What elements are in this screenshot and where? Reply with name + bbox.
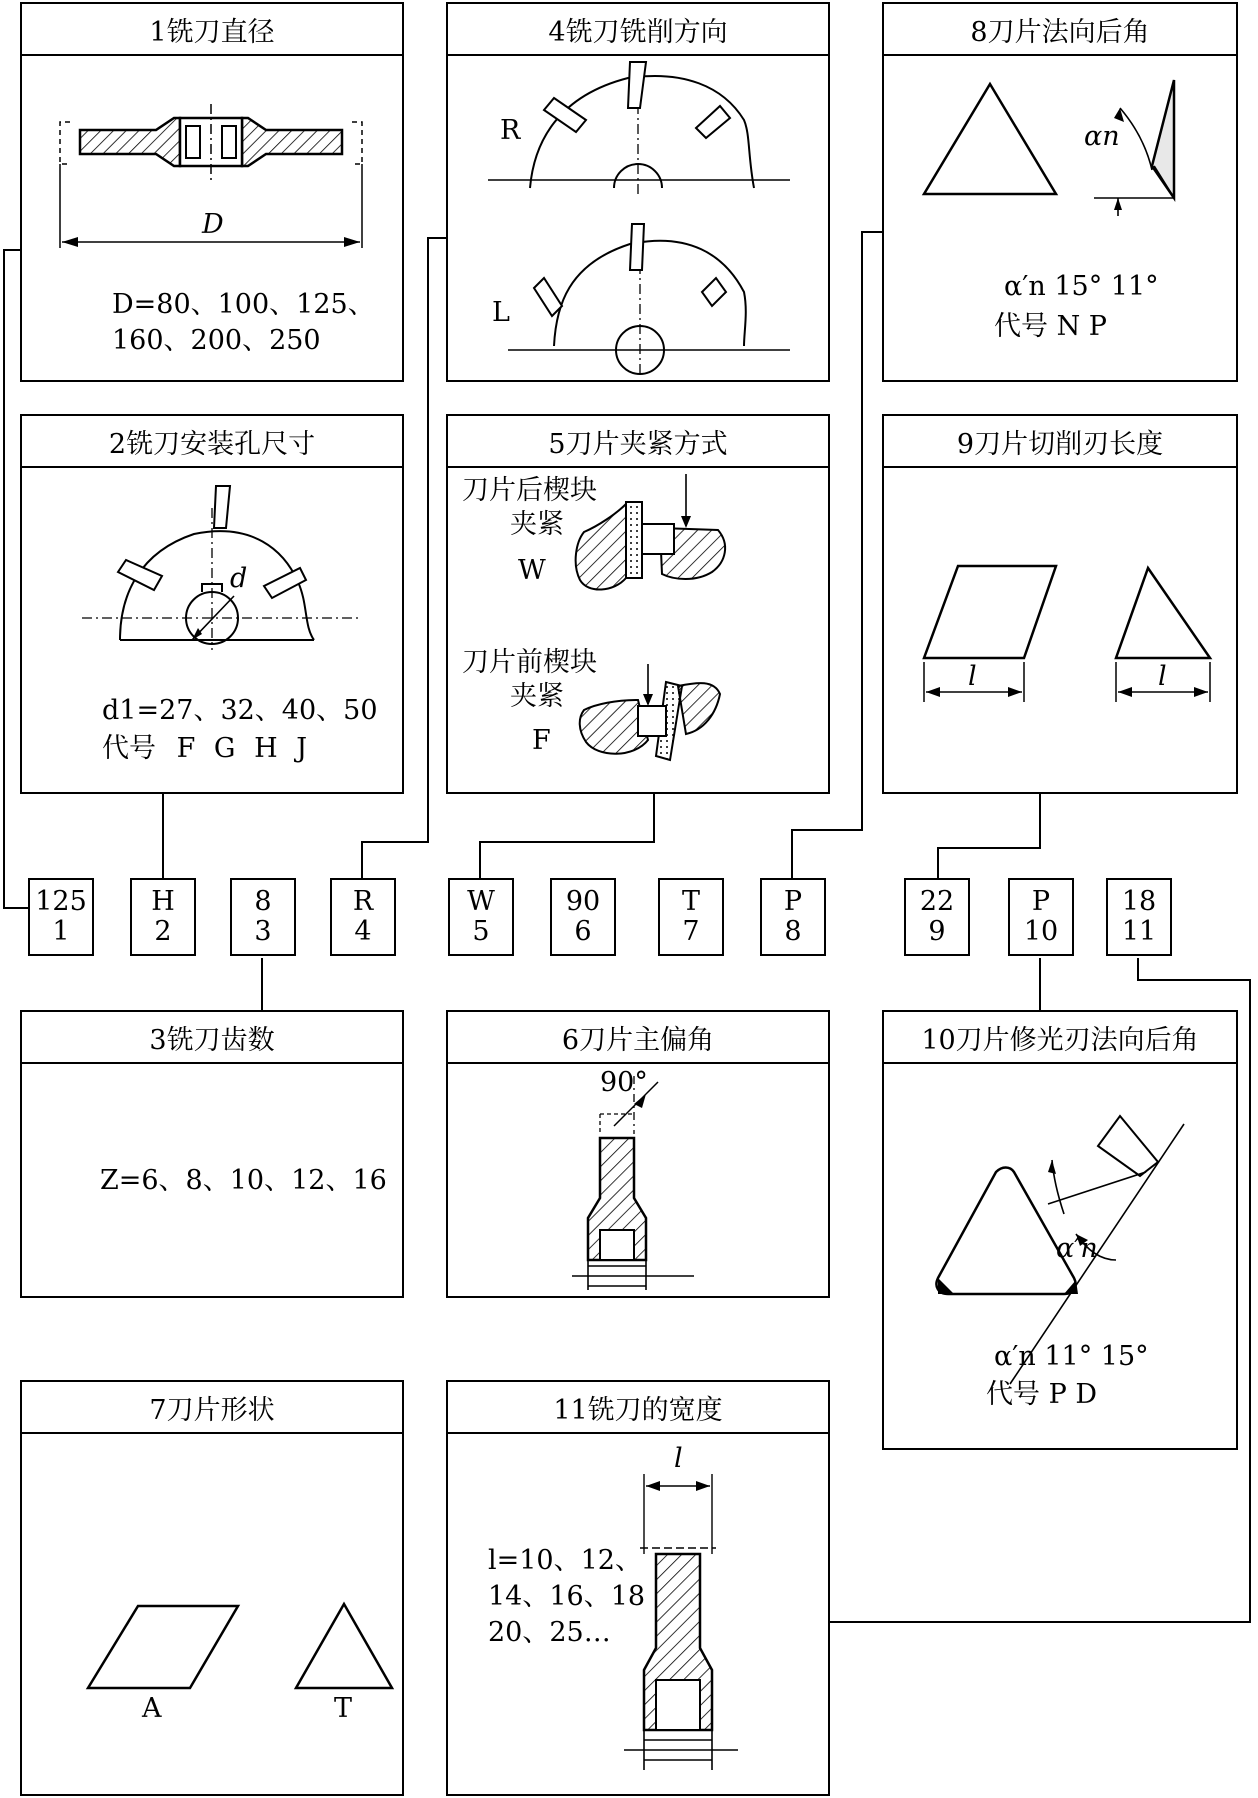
panel-title: 3铣刀齿数 xyxy=(22,1012,402,1064)
code-box-bore xyxy=(130,878,196,956)
code-value: 8 xyxy=(254,886,272,918)
code-box-width xyxy=(1106,878,1172,956)
code-box-edge-length xyxy=(904,878,970,956)
bore-code: H xyxy=(254,733,278,764)
tooth-count-values: Z=6、8、10、12、16 xyxy=(100,1165,387,1196)
code-box-clamping xyxy=(448,878,514,956)
code-value: T xyxy=(681,886,700,918)
bore-dim-label: d xyxy=(230,563,248,594)
panel-title: 2铣刀安装孔尺寸 xyxy=(22,416,402,468)
lead-angle-label: 90° xyxy=(600,1067,648,1098)
code-value: 22 xyxy=(919,886,955,918)
panel-title: 8刀片法向后角 xyxy=(884,4,1236,56)
panel-title: 6刀片主偏角 xyxy=(448,1012,828,1064)
clearance-codes-line: 代号 N P xyxy=(994,311,1107,342)
insert-shape-figure xyxy=(22,1434,402,1796)
bore-codes-prefix: 代号 xyxy=(102,733,156,764)
panel-title: 1铣刀直径 xyxy=(22,4,402,56)
bore-codes-line xyxy=(102,732,307,766)
bore-code: F xyxy=(176,733,196,764)
wiper-codes-line: 代号 P D xyxy=(986,1379,1097,1410)
cutter-width-figure xyxy=(448,1434,828,1796)
panel-milling-direction xyxy=(446,2,830,382)
code-box-lead-angle xyxy=(550,878,616,956)
code-index: 2 xyxy=(154,916,172,947)
code-box-clearance xyxy=(760,878,826,956)
panel-title: 10刀片修光刃法向后角 xyxy=(884,1012,1236,1064)
code-value: 125 xyxy=(35,886,87,918)
code-box-wiper-clearance xyxy=(1008,878,1074,956)
code-box-insert-shape xyxy=(658,878,724,956)
panel-normal-clearance-angle xyxy=(882,2,1238,382)
code-index: 9 xyxy=(928,916,946,947)
bore-values-line: d1=27、32、40、50 xyxy=(102,695,378,726)
alpha-n-prime-symbol: α′n xyxy=(1056,1233,1098,1264)
front-clamp-label: 夹紧 xyxy=(510,681,564,712)
code-index: 10 xyxy=(1023,916,1059,947)
code-index: 8 xyxy=(784,916,802,947)
width-values-line2: 14、16、18 xyxy=(488,1581,646,1612)
code-value: 18 xyxy=(1121,886,1157,918)
diameter-values-line1: D=80、100、125、 xyxy=(112,289,375,320)
panel-title: 5刀片夹紧方式 xyxy=(448,416,828,468)
panel-bore-size xyxy=(20,414,404,794)
wiper-values-line: α′n 11° 15° xyxy=(994,1341,1149,1372)
width-values-line3: 20、25… xyxy=(488,1617,611,1648)
diameter-dim-label: D xyxy=(202,209,224,240)
code-value: 90 xyxy=(565,886,601,918)
width-values-line1: l=10、12、 xyxy=(488,1545,642,1576)
shape-a-label: A xyxy=(142,1693,162,1724)
panel-tooth-count xyxy=(20,1010,404,1298)
code-index: 5 xyxy=(472,916,490,947)
panel-cutter-width xyxy=(446,1380,830,1796)
bore-code: G xyxy=(213,733,236,764)
code-index: 4 xyxy=(354,916,372,947)
panel-insert-shape xyxy=(20,1380,404,1796)
shape-t-label: T xyxy=(334,1693,353,1724)
code-value: P xyxy=(1031,886,1051,918)
code-value: H xyxy=(151,886,175,918)
code-box-teeth xyxy=(230,878,296,956)
front-clamp-code: F xyxy=(532,725,551,756)
rear-clamp-code: W xyxy=(518,555,546,586)
edge-length-label: l xyxy=(968,661,977,692)
code-index: 6 xyxy=(574,916,592,947)
code-box-direction xyxy=(330,878,396,956)
code-box-diameter xyxy=(28,878,94,956)
code-value: W xyxy=(467,886,495,918)
clearance-values-line: α′n 15° 11° xyxy=(1004,271,1159,302)
alpha-n-symbol: αn xyxy=(1084,121,1120,152)
rear-clamp-label: 刀片后楔块 xyxy=(462,475,597,506)
code-index: 11 xyxy=(1121,916,1157,947)
clamping-figure xyxy=(448,468,828,794)
panel-lead-angle xyxy=(446,1010,830,1298)
milling-direction-figure xyxy=(448,56,828,382)
bore-code: J xyxy=(296,733,308,764)
diameter-values-line2: 160、200、250 xyxy=(112,325,321,356)
code-index: 7 xyxy=(682,916,700,947)
panel-cutting-edge-length xyxy=(882,414,1238,794)
front-clamp-label: 刀片前楔块 xyxy=(462,647,597,678)
width-dim-label: l xyxy=(674,1443,683,1474)
code-index: 1 xyxy=(52,916,70,947)
rear-clamp-label: 夹紧 xyxy=(510,509,564,540)
code-value: R xyxy=(352,886,374,918)
direction-label-r: R xyxy=(500,115,521,146)
panel-title: 4铣刀铣削方向 xyxy=(448,4,828,56)
edge-length-label: l xyxy=(1158,661,1167,692)
panel-title: 11铣刀的宽度 xyxy=(448,1382,828,1434)
code-value: P xyxy=(783,886,803,918)
panel-wiper-clearance-angle xyxy=(882,1010,1238,1450)
direction-label-l: L xyxy=(492,297,510,328)
panel-cutter-diameter xyxy=(20,2,404,382)
panel-title: 9刀片切削刃长度 xyxy=(884,416,1236,468)
code-index: 3 xyxy=(254,916,272,947)
panel-clamping-method xyxy=(446,414,830,794)
panel-title: 7刀片形状 xyxy=(22,1382,402,1434)
edge-length-figure xyxy=(884,468,1236,794)
